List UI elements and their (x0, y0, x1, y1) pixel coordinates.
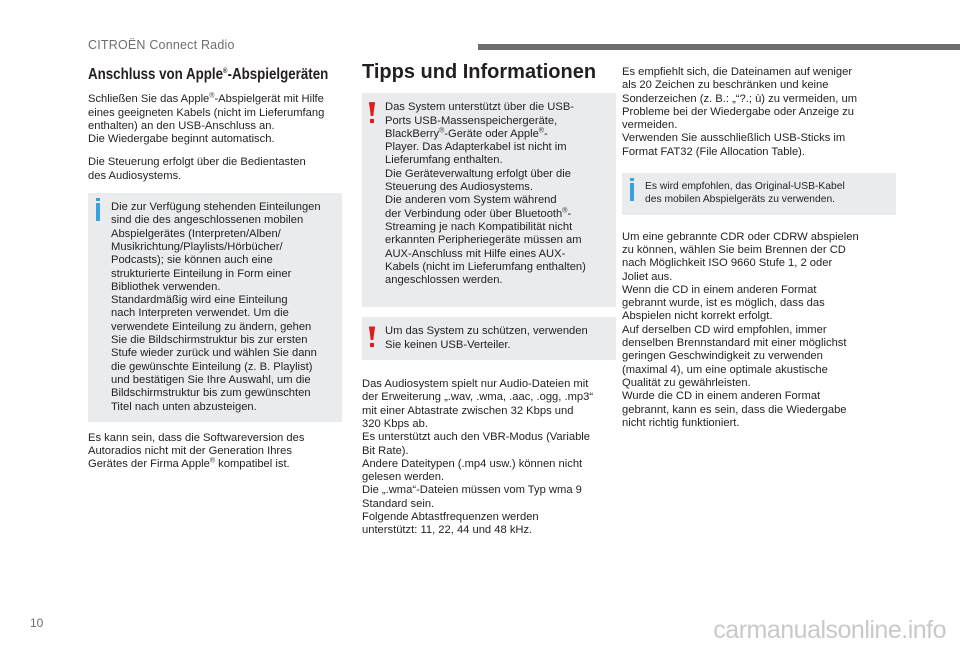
text-line: Die Geräteverwaltung erfolgt über die (385, 167, 571, 180)
text-line: (maximal 4), um eine optimale akustische (622, 363, 828, 376)
text-line: Podcasts); sie können auch eine (111, 254, 273, 267)
text-line: Qualität zu gewährleisten. (622, 376, 751, 389)
text-line: Musikrichtung/Playlists/Hörbücher/ (111, 240, 283, 253)
text-line: Gerätes der Firma Apple® kompatibel ist. (88, 457, 290, 471)
text-line: Andere Dateitypen (.mp4 usw.) können nicht (362, 457, 583, 470)
text-line: zu können, wählen Sie beim Brennen der CD (622, 243, 846, 256)
text-line: Bit Rate). (362, 444, 409, 457)
warning-icon-dot (370, 343, 374, 347)
paragraph-audio-formats (362, 378, 616, 538)
text-line: strukturierte Einteilung in Form einer (111, 267, 292, 280)
text-line: denselben Brennstandard mit einer möglichst (622, 337, 847, 350)
warning-box-text (385, 325, 606, 352)
text-line: Streaming je nach Kompatibilität nicht (385, 220, 573, 233)
text-line: nach Interpreten verwendet. Um die (111, 307, 289, 320)
text-line: eines geeigneten Kabels (nicht im Lieferumfang (88, 106, 325, 119)
section-heading-tips: Tipps und Informationen (362, 61, 597, 83)
text-line: vermeiden. (622, 119, 678, 132)
text-line: der Verbindung oder über Bluetooth®- (385, 206, 572, 220)
text-line: Player. Das Adapterkabel ist nicht im (385, 141, 567, 154)
text-line: Es empfiehlt sich, die Dateinamen auf weniger (622, 66, 853, 78)
text-line: Abspielen nicht korrekt erfolgt. (622, 310, 773, 323)
text-line: Ports USB-Massenspeichergeräte, (385, 114, 558, 127)
text-line: Bildschirmstruktur bis zum gewünschten (111, 387, 311, 400)
paragraph-control (88, 156, 342, 183)
text-line: Autoradios nicht mit der Generation Ihres (88, 445, 292, 458)
text-line: Die „.wma“-Dateien müssen vom Typ wma 9 (362, 484, 582, 497)
paragraph-cd-formats (622, 231, 896, 430)
text-line: Kabels (nicht im Lieferumfang enthalten) (385, 260, 586, 273)
text-line: angeschlossen werden. (385, 274, 503, 287)
column-right (622, 66, 896, 440)
text-line: erkannten Peripheriegeräte müssen am (385, 234, 582, 247)
info-box-text (111, 201, 332, 414)
text-line: 320 Kbps ab. (362, 417, 428, 430)
info-box-categories (88, 193, 342, 422)
warning-box-text (385, 101, 606, 287)
text-line: Es kann sein, dass die Softwareversion des (88, 431, 305, 444)
text-line: die gewünschte Einteilung (z. B. Playlist) (111, 360, 313, 373)
heading-text-end: -Abspielgeräten (227, 66, 329, 83)
text-line: Um eine gebrannte CDR oder CDRW abspielen (622, 230, 859, 243)
text-line: Sie keinen USB-Verteiler. (385, 338, 511, 351)
text-line: AUX-Anschluss mit Hilfe eines AUX- (385, 247, 566, 260)
text-line: enthalten) an den USB-Anschluss an. (88, 119, 275, 132)
text-line: Die Wiedergabe beginnt automatisch. (88, 133, 275, 146)
warning-icon (369, 102, 375, 116)
heading-text: Anschluss von Apple (88, 66, 224, 83)
paragraph-filenames (622, 66, 896, 159)
info-icon (630, 183, 634, 201)
text-line: Das System unterstützt über die USB- (385, 101, 575, 114)
text-line: sind die des angeschlossenen mobilen (111, 214, 304, 227)
text-line: Es wird empfohlen, das Original-USB-Kabel (645, 181, 845, 193)
watermark-logo: carmanualsonline.info (713, 616, 946, 644)
page-number: 10 (30, 616, 44, 630)
text-line: Titel nach unten abzusteigen. (111, 400, 257, 413)
text-line: Joliet aus. (622, 270, 673, 283)
text-line: Das Audiosystem spielt nur Audio-Dateien mit (362, 378, 589, 391)
text-line: Lieferumfang enthalten. (385, 154, 503, 167)
column-left (88, 66, 342, 482)
info-icon (96, 203, 100, 221)
text-line: unterstützt: 11, 22, 44 und 48 kHz. (362, 524, 533, 537)
text-line: als 20 Zeichen zu beschränken und keine (622, 79, 829, 92)
section-heading-apple (88, 66, 329, 83)
text-line: Um das System zu schützen, verwenden (385, 325, 588, 338)
warning-box-usb-devices (362, 93, 616, 307)
text-line: Format FAT32 (File Allocation Table). (622, 145, 806, 158)
paragraph-connect (88, 93, 342, 146)
paragraph-compatibility (88, 432, 342, 472)
text-line: und bestätigen Sie Ihre Auswahl, um die (111, 373, 311, 386)
text-line: Stufe wieder zurück und wählen Sie dann (111, 347, 317, 360)
warning-icon (369, 326, 375, 340)
running-header-title: CITROËN Connect Radio (88, 38, 235, 52)
text-line: Es unterstützt auch den VBR-Modus (Variable (362, 431, 591, 444)
text-line: der Erweiterung „.wav, .wma, .aac, .ogg, .mp3“ (362, 391, 594, 404)
text-line: Sie die Bildschirmstruktur bis zur ersten (111, 334, 308, 347)
text-line: Wurde die CD in einem anderen Format (622, 390, 821, 403)
info-box-text (645, 181, 886, 207)
text-line: Standard sein. (362, 497, 435, 510)
text-line: Die anderen vom System während (385, 194, 557, 207)
header-rule (478, 44, 960, 50)
text-line: des Audiosystems. (88, 169, 182, 182)
text-line: Bibliothek verwenden. (111, 280, 221, 293)
text-line: mit einer Abtastrate zwischen 32 Kbps und (362, 404, 574, 417)
info-box-usb-cable (622, 173, 896, 215)
column-middle (362, 61, 616, 548)
text-line: Sonderzeichen (z. B.: „“?.; ù) zu vermeiden, um (622, 92, 858, 105)
text-line: Probleme bei der Wiedergabe oder Anzeige zu (622, 105, 854, 118)
text-line: Die zur Verfügung stehenden Einteilungen (111, 201, 321, 214)
text-line: Verwenden Sie ausschließlich USB-Sticks im (622, 132, 846, 145)
text-line: gelesen werden. (362, 471, 445, 484)
text-line: Auf derselben CD wird empfohlen, immer (622, 323, 827, 336)
text-line: Wenn die CD in einem anderen Format (622, 283, 817, 296)
text-line: Abspielgerätes (Interpreten/Alben/ (111, 227, 281, 240)
text-line: Steuerung des Audiosystems. (385, 181, 534, 194)
text-line: BlackBerry®-Geräte oder Apple®- (385, 127, 548, 140)
text-line: Standardmäßig wird eine Einteilung (111, 294, 288, 307)
text-line: Die Steuerung erfolgt über die Bedientasten (88, 156, 306, 169)
text-line: des mobilen Abspielgeräts zu verwenden. (645, 193, 836, 205)
warning-icon-dot (370, 119, 374, 123)
text-line: gebrannt, kann es sein, dass die Wiedergabe (622, 403, 847, 416)
text-line: nicht richtig funktioniert. (622, 416, 740, 429)
text-line: gebrannt wurde, ist es möglich, dass das (622, 297, 825, 310)
warning-box-usb-hub (362, 317, 616, 360)
heading-sup: ® (223, 67, 228, 75)
text-line: Schließen Sie das Apple®-Abspielgerät mit Hilfe (88, 92, 324, 106)
text-line: verwendete Einteilung zu ändern, gehen (111, 320, 312, 333)
text-line: Folgende Abtastfrequenzen werden (362, 511, 539, 524)
text-line: geringen Geschwindigkeit zu verwenden (622, 350, 823, 363)
text-line: nach Möglichkeit ISO 9660 Stufe 1, 2 oder (622, 257, 833, 270)
